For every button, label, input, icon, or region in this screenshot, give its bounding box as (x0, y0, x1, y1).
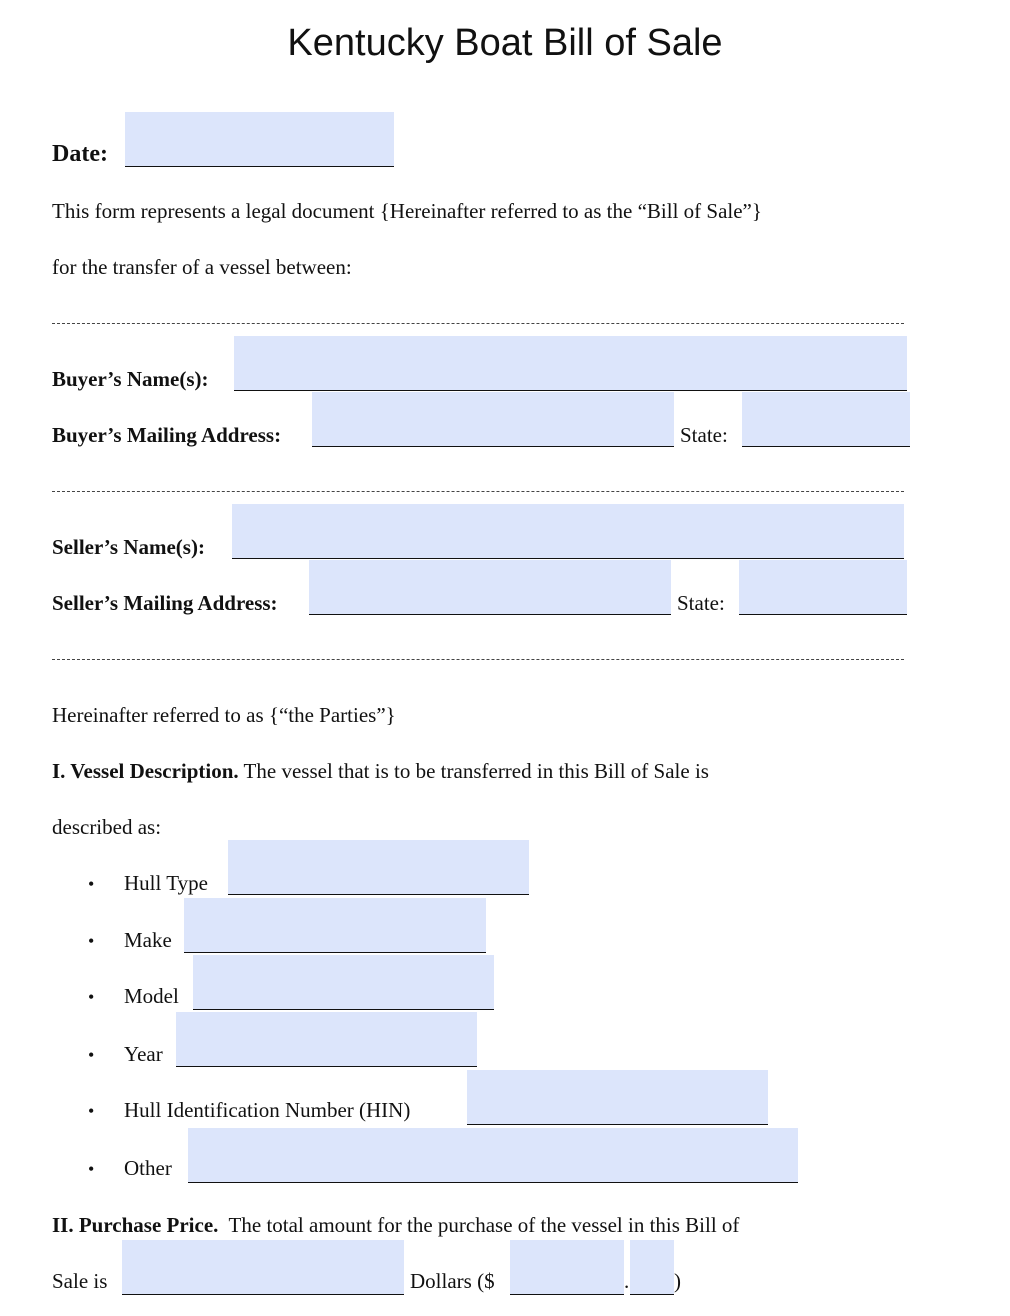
decimal-point: . (624, 1269, 630, 1293)
other-label: Other (124, 1156, 172, 1180)
hin-label: Hull Identification Number (HIN) (124, 1098, 411, 1122)
seller-state-label: State: (677, 591, 725, 615)
bullet-icon: • (88, 1045, 95, 1065)
buyer-state-field[interactable] (742, 392, 910, 447)
make-field[interactable] (184, 898, 486, 953)
section-2-line-1 (52, 1215, 739, 1236)
model-label: Model (124, 984, 179, 1008)
seller-name-label: Seller’s Name(s): (52, 535, 205, 559)
separator-2 (52, 491, 904, 492)
bullet-icon: • (88, 874, 95, 894)
intro-line-2: for the transfer of a vessel between: (52, 255, 352, 279)
price-cents-field[interactable] (630, 1240, 674, 1295)
price-dollars-field[interactable] (510, 1240, 624, 1295)
buyer-address-field[interactable] (312, 392, 674, 447)
parties-text: Hereinafter referred to as {“the Parties”} (52, 703, 396, 727)
bullet-icon: • (88, 931, 95, 951)
hin-field[interactable] (467, 1070, 768, 1125)
dollars-label: Dollars ($ (410, 1269, 495, 1293)
hull-type-field[interactable] (228, 840, 529, 895)
date-label: Date: (52, 141, 108, 167)
buyer-name-label: Buyer’s Name(s): (52, 367, 209, 391)
make-label: Make (124, 928, 172, 952)
price-words-field[interactable] (122, 1240, 404, 1295)
buyer-address-label: Buyer’s Mailing Address: (52, 423, 282, 447)
buyer-state-label: State: (680, 423, 728, 447)
buyer-name-field[interactable] (234, 336, 907, 391)
section-1-heading: I. Vessel Description. (52, 759, 239, 783)
separator-3 (52, 659, 904, 660)
section-1-line-2: described as: (52, 815, 162, 839)
section-1-text: The vessel that is to be transferred in this Bill of Sale is (238, 759, 709, 783)
sale-is-label: Sale is (52, 1269, 108, 1293)
year-label: Year (124, 1042, 163, 1066)
intro-line-1: This form represents a legal document {Hereinafter referred to as the “Bill of Sale”} (52, 199, 762, 223)
seller-address-label: Seller’s Mailing Address: (52, 591, 278, 615)
bullet-icon: • (88, 1159, 95, 1179)
hull-type-label: Hull Type (124, 871, 208, 895)
section-2-heading: II. Purchase Price. (52, 1213, 219, 1237)
section-1-line-1 (52, 761, 709, 782)
document-title: Kentucky Boat Bill of Sale (287, 22, 723, 64)
bullet-icon: • (88, 1101, 95, 1121)
seller-state-field[interactable] (739, 560, 907, 615)
other-field[interactable] (188, 1128, 798, 1183)
bullet-icon: • (88, 987, 95, 1007)
seller-address-field[interactable] (309, 560, 671, 615)
year-field[interactable] (176, 1012, 477, 1067)
close-paren: ) (674, 1269, 681, 1293)
separator-1 (52, 323, 904, 324)
date-field[interactable] (125, 112, 394, 167)
section-2-text: The total amount for the purchase of the vessel in this Bill of (218, 1213, 740, 1237)
model-field[interactable] (193, 955, 494, 1010)
seller-name-field[interactable] (232, 504, 904, 559)
